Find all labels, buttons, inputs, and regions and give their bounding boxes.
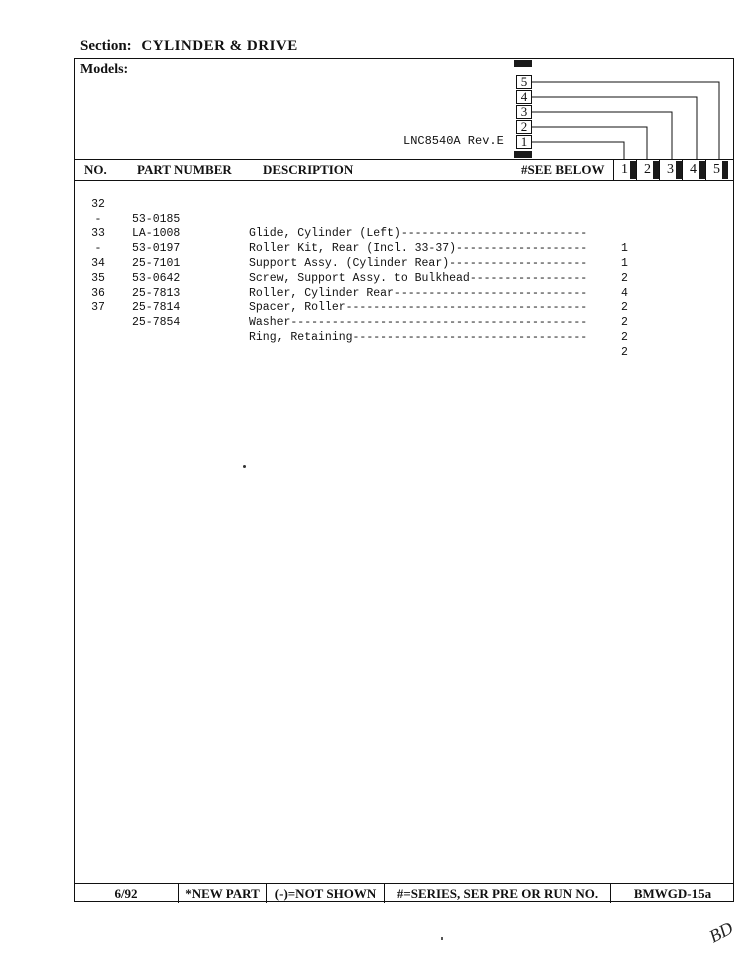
stack-box-2: 2 — [516, 120, 532, 134]
parts-list-frame — [74, 58, 734, 902]
item-number: - — [94, 242, 102, 256]
model-column-4-label: 4 — [690, 162, 697, 177]
item-number: 37 — [91, 301, 105, 315]
model-column-3 — [659, 160, 681, 180]
model-column-1-label: 1 — [621, 162, 628, 177]
item-number: 33 — [91, 227, 105, 241]
footer-not-shown: (-)=NOT SHOWN — [266, 884, 384, 903]
part-quantity: 4 — [621, 286, 628, 300]
part-description: Support Assy. (Cylinder Rear)-------------------- — [249, 256, 588, 270]
part-description: Roller Kit, Rear (Incl. 33-37)------------------- — [249, 242, 588, 256]
part-quantity: 2 — [621, 271, 628, 285]
part-number: 25-7814 — [132, 301, 181, 315]
part-number: 25-7813 — [132, 286, 181, 300]
part-description: Ring, Retaining---------------------------------- — [249, 330, 588, 344]
column-header-no: NO. — [84, 162, 107, 177]
item-number: 35 — [91, 271, 105, 285]
stack-box-5: 5 — [516, 75, 532, 89]
column-header-see-below: #SEE BELOW — [521, 162, 605, 177]
part-quantity: 1 — [621, 242, 628, 256]
item-number: 32 — [91, 197, 105, 211]
header-bottom-rule — [74, 180, 734, 181]
model-column-4 — [682, 160, 704, 180]
footer-series-note: #=SERIES, SER PRE OR RUN NO. — [384, 884, 610, 903]
footer-new-part: *NEW PART — [178, 884, 266, 903]
part-description: Screw, Support Assy. to Bulkhead----------------- — [249, 271, 588, 285]
header-top-rule — [74, 159, 734, 160]
models-label: Models: — [80, 62, 129, 77]
scan-speck — [243, 465, 246, 468]
part-number: 25-7854 — [132, 316, 181, 330]
model-column-3-label: 3 — [667, 162, 674, 177]
item-number: - — [94, 212, 102, 226]
part-number: 25-7101 — [132, 256, 181, 270]
section-title — [80, 38, 298, 55]
part-number: 53-0642 — [132, 271, 181, 285]
item-number: 36 — [91, 286, 105, 300]
part-description: Washer------------------------------------------- — [249, 316, 588, 330]
document-revision: LNC8540A Rev.E — [403, 134, 504, 148]
stack-cap-top — [514, 60, 532, 67]
part-quantity: 2 — [621, 316, 628, 330]
section-label: Section: — [80, 38, 132, 54]
stack-box-1: 1 — [516, 135, 532, 149]
model-column-5 — [705, 160, 727, 180]
footer-page-code: BMWGD-15a — [610, 884, 734, 903]
model-column-1 — [613, 160, 635, 180]
part-quantity: 2 — [621, 345, 628, 359]
handwritten-initials: BD — [705, 917, 737, 947]
model-column-2-label: 2 — [644, 162, 651, 177]
model-column-5-label: 5 — [713, 162, 720, 177]
part-number: 53-0197 — [132, 242, 181, 256]
stack-box-4: 4 — [516, 90, 532, 104]
part-quantity: 1 — [621, 256, 628, 270]
column-header-part-number: PART NUMBER — [137, 162, 232, 177]
part-number: 53-0185 — [132, 212, 181, 226]
part-number: LA-1008 — [132, 227, 181, 241]
part-description: Roller, Cylinder Rear---------------------------- — [249, 286, 588, 300]
footer-bar — [74, 883, 734, 902]
section-value: CYLINDER & DRIVE — [141, 38, 298, 54]
scan-speck — [441, 937, 443, 940]
stack-cap-bottom — [514, 151, 532, 158]
stack-box-3: 3 — [516, 105, 532, 119]
part-description: Spacer, Roller----------------------------------- — [249, 301, 588, 315]
item-number: 34 — [91, 256, 105, 270]
column-header-description: DESCRIPTION — [263, 162, 354, 177]
part-description: Glide, Cylinder (Left)--------------------------- — [249, 227, 588, 241]
part-quantity: 2 — [621, 301, 628, 315]
footer-date: 6/92 — [114, 886, 138, 901]
model-column-2 — [636, 160, 658, 180]
part-quantity: 2 — [621, 330, 628, 344]
